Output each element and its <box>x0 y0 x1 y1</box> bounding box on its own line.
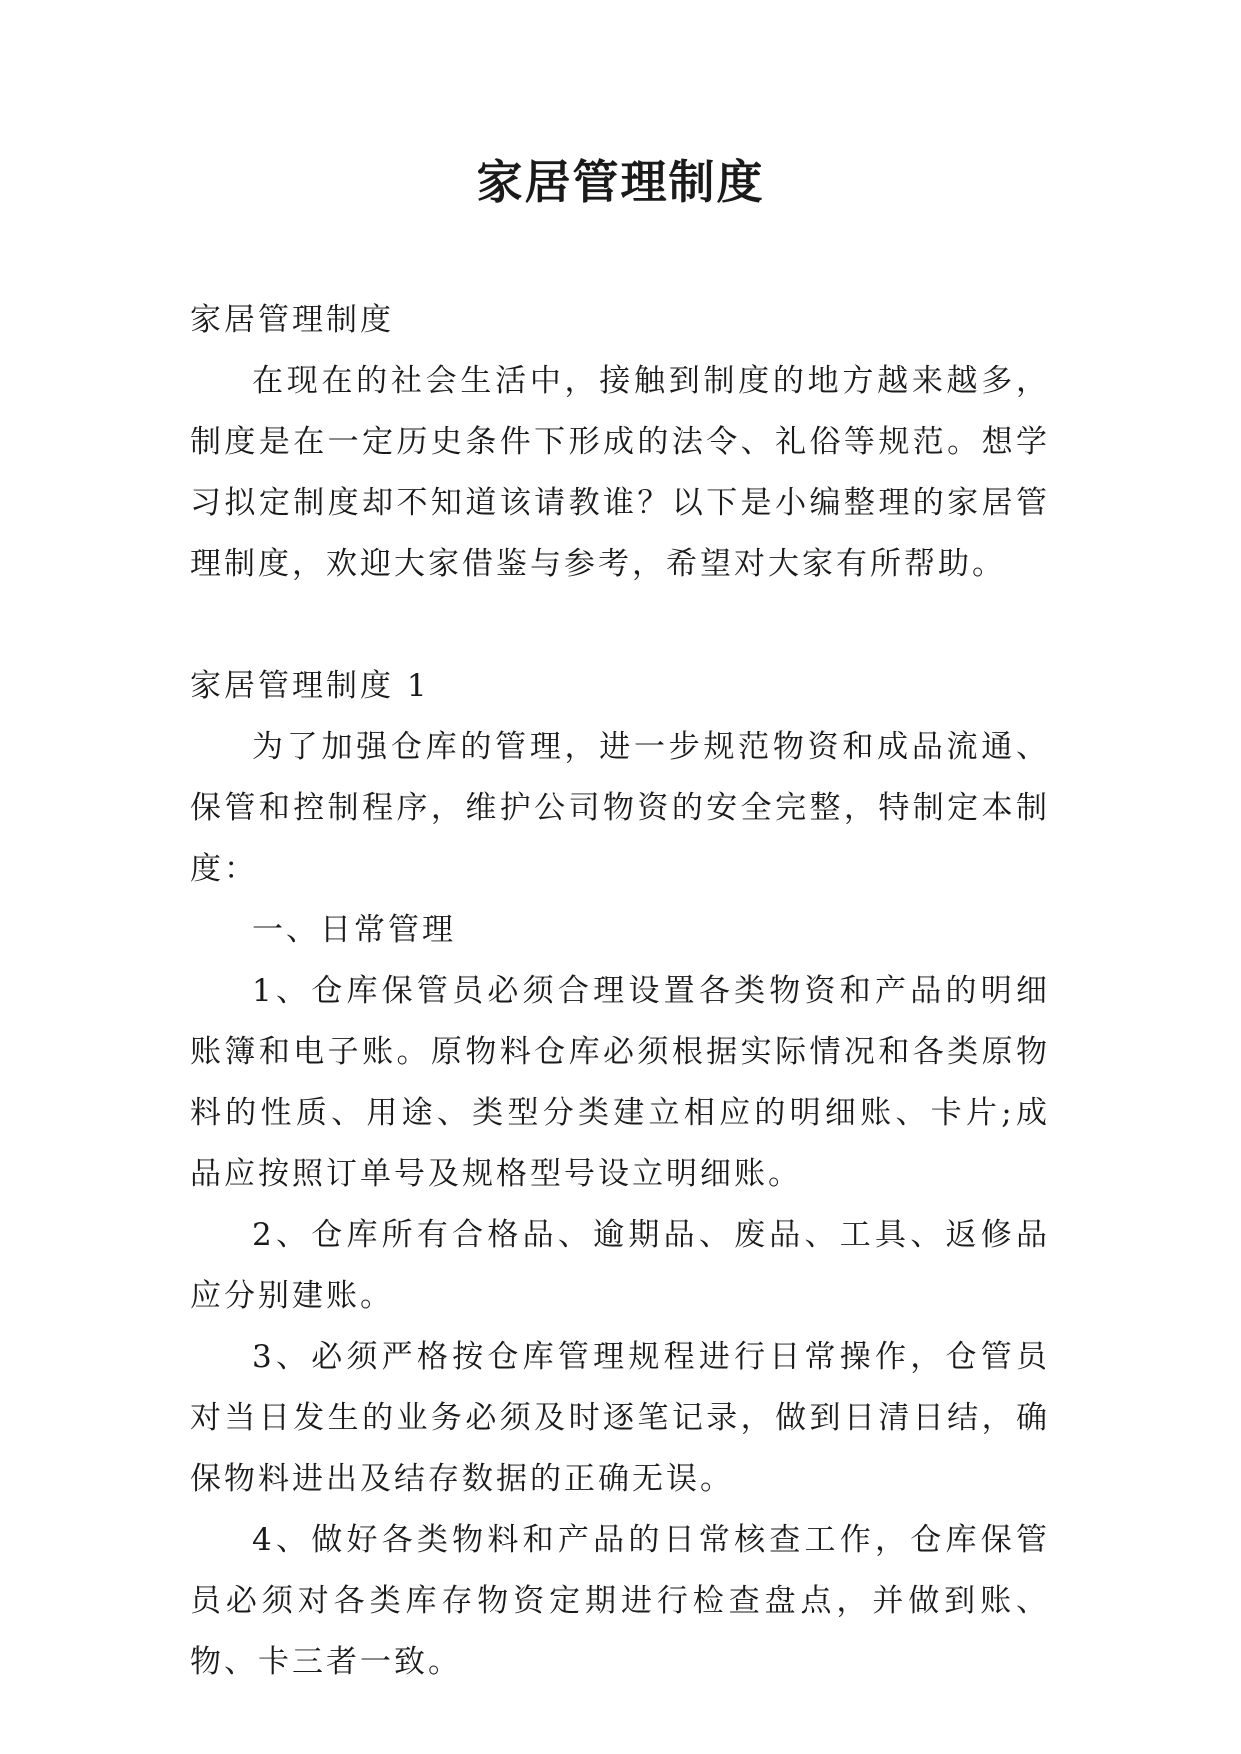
list-item: 2、仓库所有合格品、逾期品、废品、工具、返修品应分别建账。 <box>190 1217 1050 1314</box>
section-subheading: 一、日常管理 <box>252 912 456 948</box>
document-body <box>190 290 1050 1693</box>
paragraph-spacer <box>190 595 1050 656</box>
intro-paragraph: 在现在的社会生活中，接触到制度的地方越来越多，制度是在一定历史条件下形成的法令、礼俗等规范。想学习拟定制度却不知道该请教谁？以下是小编整理的家居管理制度，欢迎大家借鉴与参考，希望对大家有所帮助。 <box>190 363 1050 582</box>
list-item: 3、必须严格按仓库管理规程进行日常操作，仓管员对当日发生的业务必须及时逐笔记录，做到日清日结，确保物料进出及结存数据的正确无误。 <box>190 1339 1050 1497</box>
document-title: 家居管理制度 <box>476 155 765 209</box>
section-intro-paragraph: 为了加强仓库的管理，进一步规范物资和成品流通、保管和控制程序，维护公司物资的安全完整，特制定本制度： <box>190 729 1050 887</box>
list-item: 1、仓库保管员必须合理设置各类物资和产品的明细账簿和电子账。原物料仓库必须根据实际情况和各类原物料的性质、用途、类型分类建立相应的明细账、卡片;成品应按照订单号及规格型号设立明细账。 <box>190 973 1050 1192</box>
document-subtitle: 家居管理制度 <box>190 302 394 338</box>
list-item: 4、做好各类物料和产品的日常核查工作，仓库保管员必须对各类库存物资定期进行检查盘点，并做到账、物、卡三者一致。 <box>190 1522 1050 1680</box>
section-heading: 家居管理制度 1 <box>190 668 430 704</box>
